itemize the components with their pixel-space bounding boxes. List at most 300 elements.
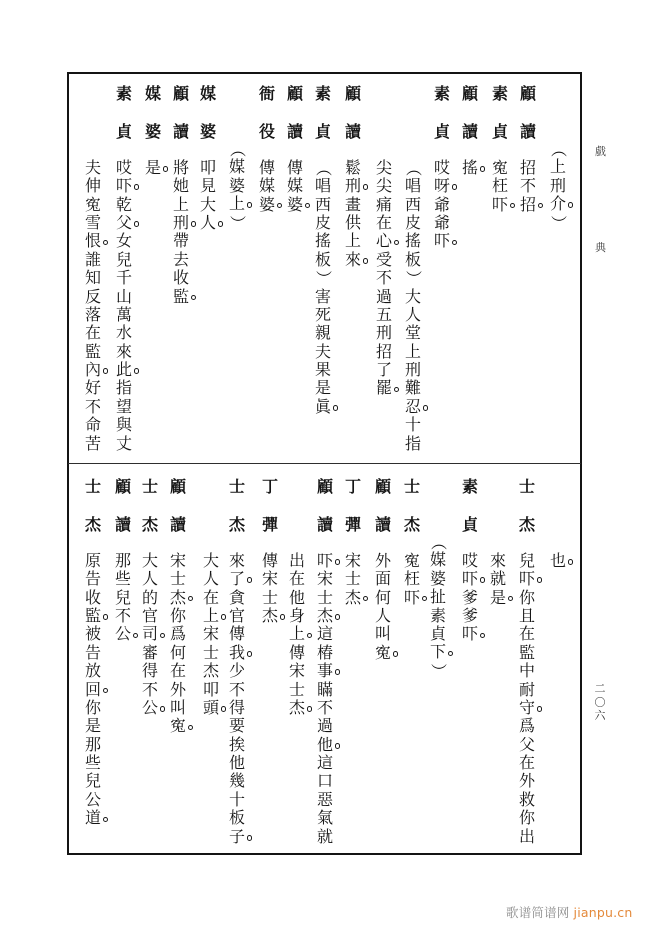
glyph: 素 <box>116 83 133 103</box>
glyph: 貞 <box>315 121 332 141</box>
glyph: 何 <box>375 587 392 607</box>
speaker-name <box>462 476 479 555</box>
glyph: 讀 <box>317 514 334 534</box>
glyph: 外 <box>170 679 187 699</box>
glyph: 人 <box>200 214 216 232</box>
glyph: 原 <box>85 550 102 570</box>
punctuation-circle <box>335 743 341 749</box>
glyph: 婆 <box>287 196 303 214</box>
glyph: 叩 <box>203 679 220 699</box>
line-text <box>259 159 275 214</box>
stage-direction-text <box>228 140 248 232</box>
glyph: 我 <box>229 644 245 662</box>
glyph: 顧 <box>345 83 362 103</box>
glyph: 去 <box>173 249 190 269</box>
script-line <box>116 72 132 462</box>
glyph: 皮 <box>315 212 332 232</box>
punctuation-circle <box>103 240 109 246</box>
glyph: 五 <box>376 304 393 324</box>
line-text <box>375 552 391 662</box>
script-line-continuation <box>490 465 506 855</box>
glyph: 讀 <box>173 121 190 141</box>
punctuation-circle <box>448 651 454 657</box>
punctuation-circle <box>537 706 543 712</box>
glyph: 過 <box>317 716 334 736</box>
speaker-name <box>462 83 479 162</box>
glyph: 素 <box>430 605 447 625</box>
glyph: 士 <box>203 642 220 662</box>
line-text <box>289 552 305 718</box>
glyph: 顧 <box>462 83 479 103</box>
glyph: 監 <box>519 642 536 662</box>
glyph: 供 <box>345 212 362 232</box>
glyph: 監 <box>173 288 189 306</box>
script-line <box>317 465 333 855</box>
punctuation-circle <box>538 203 544 209</box>
glyph: 了 <box>229 570 245 588</box>
glyph: 吓 <box>116 177 132 195</box>
glyph: 杰 <box>203 661 220 681</box>
glyph: 乾 <box>116 194 133 214</box>
glyph: 上 <box>173 194 190 214</box>
punctuation-circle <box>191 295 197 301</box>
running-header-lower: 典 <box>595 241 606 254</box>
glyph: 來 <box>116 341 133 361</box>
glyph: 那 <box>85 734 102 754</box>
glyph: 告 <box>85 569 102 589</box>
glyph: 刑 <box>173 214 189 232</box>
speaker-name <box>492 83 509 162</box>
line-text <box>490 552 506 607</box>
script-line-continuation <box>376 72 392 462</box>
line-text <box>262 552 278 626</box>
glyph: 苦 <box>85 433 102 453</box>
line-text <box>462 159 478 177</box>
glyph: 畫 <box>345 194 362 214</box>
glyph: 板 <box>229 808 246 828</box>
glyph: 口 <box>317 771 334 791</box>
punctuation-circle <box>307 633 313 639</box>
punctuation-circle <box>335 614 341 620</box>
glyph: 且 <box>519 605 536 625</box>
glyph: 水 <box>116 323 133 343</box>
glyph: 士 <box>142 476 159 496</box>
glyph: 回 <box>85 681 101 699</box>
line-text <box>345 552 361 607</box>
punctuation-circle <box>452 240 458 246</box>
glyph: 收 <box>85 587 102 607</box>
line-text <box>145 159 161 177</box>
speaker-name <box>519 476 536 555</box>
glyph: 扯 <box>430 587 447 607</box>
glyph: 外 <box>375 550 392 570</box>
glyph: 十 <box>405 415 422 435</box>
glyph: 上 <box>550 157 567 177</box>
glyph: 搖 <box>315 231 332 251</box>
glyph: 公 <box>142 699 158 717</box>
glyph: 被 <box>85 624 102 644</box>
speaker-name <box>115 476 132 555</box>
script-line <box>434 72 450 462</box>
line-text <box>492 159 508 214</box>
glyph: 素 <box>492 83 509 103</box>
glyph: 內 <box>85 361 101 379</box>
punctuation-circle <box>480 633 486 639</box>
line-text <box>314 159 334 416</box>
script-line <box>85 465 101 855</box>
glyph: 官 <box>142 605 159 625</box>
glyph: 板 <box>315 249 332 269</box>
glyph: 杰 <box>317 607 333 625</box>
script-line-continuation <box>550 465 566 855</box>
punctuation-circle <box>480 166 486 172</box>
glyph: 審 <box>142 642 159 662</box>
punctuation-circle <box>452 184 458 190</box>
glyph: 哎 <box>116 157 133 177</box>
glyph: 頭 <box>203 699 219 717</box>
glyph: ） <box>549 214 569 231</box>
line-text <box>317 552 333 846</box>
glyph: 讀 <box>287 121 304 141</box>
script-line <box>142 465 158 855</box>
script-line <box>229 465 245 855</box>
glyph: 傳 <box>287 157 304 177</box>
speaker-name <box>229 476 246 555</box>
glyph: 士 <box>519 476 536 496</box>
glyph: 士 <box>85 476 102 496</box>
glyph: 刑 <box>550 175 567 195</box>
glyph: 哎 <box>434 157 451 177</box>
glyph: 山 <box>116 286 133 306</box>
glyph: 搖 <box>405 231 422 251</box>
punctuation-circle <box>510 203 516 209</box>
glyph: 役 <box>259 121 276 141</box>
glyph: 道 <box>85 809 101 827</box>
glyph: 彈 <box>345 514 362 534</box>
glyph: 夫 <box>85 157 102 177</box>
glyph: 尖 <box>376 157 393 177</box>
speaker-name <box>170 476 187 555</box>
lower-register <box>0 465 655 855</box>
glyph: 宋 <box>345 550 362 570</box>
glyph: 吓 <box>492 196 508 214</box>
glyph: 媒 <box>200 83 217 103</box>
punctuation-circle <box>363 184 369 190</box>
glyph: 不 <box>317 697 334 717</box>
line-text <box>115 552 131 644</box>
glyph: 幾 <box>229 771 246 791</box>
glyph: 女 <box>116 231 133 251</box>
punctuation-circle <box>393 651 399 657</box>
script-line <box>462 465 478 855</box>
glyph: 不 <box>142 679 159 699</box>
line-text <box>434 159 450 251</box>
punctuation-circle <box>333 405 339 411</box>
speaker-name <box>116 83 133 162</box>
glyph: 刑 <box>405 360 422 380</box>
punctuation-circle <box>103 817 109 823</box>
glyph: 貞 <box>430 623 447 643</box>
punctuation-circle <box>103 614 109 620</box>
glyph: 他 <box>229 753 246 773</box>
punctuation-circle <box>423 405 429 411</box>
punctuation-circle <box>188 596 194 602</box>
glyph: 顧 <box>170 476 187 496</box>
glyph: 那 <box>115 550 132 570</box>
glyph: 的 <box>142 587 159 607</box>
script-line <box>345 465 361 855</box>
glyph: 素 <box>434 83 451 103</box>
glyph: 你 <box>519 587 536 607</box>
punctuation-circle <box>394 240 400 246</box>
speaker-name <box>145 83 162 162</box>
punctuation-circle <box>103 368 109 374</box>
glyph: 不 <box>115 605 132 625</box>
glyph: 寃 <box>404 550 421 570</box>
punctuation-circle <box>221 706 227 712</box>
glyph: 吓 <box>404 589 420 607</box>
glyph: 大 <box>142 550 159 570</box>
punctuation-circle <box>568 559 574 565</box>
glyph: 讀 <box>462 121 479 141</box>
speaker-name <box>200 83 217 162</box>
glyph: 害 <box>315 286 332 306</box>
glyph: 公 <box>115 625 131 643</box>
glyph: 讀 <box>170 514 187 534</box>
line-text <box>519 552 535 846</box>
glyph: 監 <box>85 607 101 625</box>
glyph: 爲 <box>519 716 536 736</box>
glyph: 杰 <box>262 607 278 625</box>
glyph: 得 <box>229 697 246 717</box>
glyph: 招 <box>376 341 393 361</box>
punctuation-circle <box>218 221 224 227</box>
glyph: 公 <box>85 789 102 809</box>
glyph: 來 <box>490 550 507 570</box>
glyph: 杰 <box>170 589 186 607</box>
speaker-name <box>85 476 102 555</box>
glyph: 在 <box>203 587 220 607</box>
punctuation-circle <box>134 184 140 190</box>
glyph: 堂 <box>405 323 422 343</box>
glyph: 大 <box>405 286 422 306</box>
punctuation-circle <box>163 166 169 172</box>
glyph: 讀 <box>115 514 132 534</box>
glyph: 是 <box>490 589 506 607</box>
glyph: 人 <box>142 569 159 589</box>
glyph: 哎 <box>462 550 479 570</box>
glyph: 枉 <box>404 569 421 589</box>
glyph: 上 <box>203 607 219 625</box>
glyph: 人 <box>203 569 220 589</box>
glyph: 就 <box>317 826 334 846</box>
glyph: 杰 <box>289 699 305 717</box>
glyph: 過 <box>376 286 393 306</box>
glyph: 受 <box>376 249 393 269</box>
glyph: 寃 <box>170 717 186 735</box>
glyph: （ <box>549 141 569 158</box>
glyph: 眞 <box>315 398 331 416</box>
punctuation-circle <box>508 596 514 602</box>
glyph: 吓 <box>434 232 450 250</box>
watermark-site-name: 歌谱简谱网 <box>506 905 570 920</box>
upper-register <box>0 72 655 462</box>
line-text <box>520 159 536 214</box>
glyph: 些 <box>85 753 102 773</box>
glyph: 婆 <box>259 196 275 214</box>
script-line <box>287 72 303 462</box>
line-text <box>404 159 424 453</box>
punctuation-circle <box>134 368 140 374</box>
line-text <box>376 159 392 398</box>
glyph: 顧 <box>520 83 537 103</box>
glyph: 板 <box>405 249 422 269</box>
glyph: 士 <box>170 569 187 589</box>
glyph: 在 <box>85 323 102 343</box>
glyph: 痛 <box>376 194 393 214</box>
glyph: 父 <box>116 214 132 232</box>
glyph: 二 <box>594 682 606 695</box>
glyph: 顧 <box>115 476 132 496</box>
glyph: 果 <box>315 360 332 380</box>
script-line <box>170 465 186 855</box>
glyph: 挨 <box>229 734 246 754</box>
punctuation-circle <box>480 577 486 583</box>
line-text <box>170 552 186 736</box>
glyph: 尖 <box>376 176 393 196</box>
glyph: 椿 <box>317 642 334 662</box>
glyph: 這 <box>317 624 334 644</box>
glyph: 落 <box>85 304 102 324</box>
line-text <box>142 552 158 718</box>
glyph: 何 <box>170 642 187 662</box>
glyph: 上 <box>345 231 362 251</box>
glyph: 見 <box>200 176 217 196</box>
punctuation-circle <box>103 688 109 694</box>
punctuation-circle <box>363 258 369 264</box>
glyph: 也 <box>550 552 566 570</box>
punctuation-circle <box>335 559 341 565</box>
glyph: 爹 <box>462 605 479 625</box>
glyph: 婆 <box>229 175 246 195</box>
watermark-domain: jianpu.cn <box>573 905 633 920</box>
glyph: 萬 <box>116 304 133 324</box>
site-watermark <box>506 903 632 921</box>
glyph: 傳 <box>229 624 246 644</box>
glyph: 上 <box>229 195 245 213</box>
punctuation-circle <box>247 577 253 583</box>
stage-direction-text <box>549 140 569 232</box>
line-text <box>200 159 216 233</box>
glyph: 不 <box>229 679 246 699</box>
glyph: 顧 <box>317 476 334 496</box>
glyph: 宋 <box>170 550 187 570</box>
glyph: 父 <box>519 734 536 754</box>
script-line <box>345 72 361 462</box>
speaker-name <box>315 83 332 162</box>
stage-direction <box>429 465 449 855</box>
glyph: 吓 <box>462 570 478 588</box>
glyph: （ <box>404 159 424 177</box>
punctuation-circle <box>280 614 286 620</box>
glyph: 吓 <box>462 625 478 643</box>
line-text <box>462 552 478 644</box>
punctuation-circle <box>394 387 400 393</box>
glyph: 伸 <box>85 176 102 196</box>
glyph: 士 <box>289 679 306 699</box>
script-line-continuation <box>85 72 101 462</box>
line-text <box>287 159 303 214</box>
script-line <box>519 465 535 855</box>
line-text <box>345 159 361 269</box>
glyph: 守 <box>519 699 535 717</box>
glyph: 官 <box>229 605 246 625</box>
punctuation-circle <box>307 706 313 712</box>
glyph: 雪 <box>85 212 102 232</box>
glyph: 婆 <box>200 121 217 141</box>
glyph: 面 <box>375 569 392 589</box>
glyph: 唱 <box>405 176 422 196</box>
glyph: 她 <box>173 176 190 196</box>
punctuation-circle <box>363 596 369 602</box>
stage-direction-text <box>429 533 449 680</box>
glyph: 出 <box>289 550 306 570</box>
glyph: 氣 <box>317 808 334 828</box>
glyph: 讀 <box>520 121 537 141</box>
punctuation-circle <box>277 203 283 209</box>
glyph: 這 <box>317 753 334 773</box>
glyph: 爺 <box>434 212 451 232</box>
glyph: 耐 <box>519 679 536 699</box>
speaker-name <box>142 476 159 555</box>
glyph: 兒 <box>519 550 536 570</box>
glyph: 是 <box>315 378 332 398</box>
glyph: 他 <box>317 736 333 754</box>
glyph: 宋 <box>317 569 334 589</box>
glyph: 刑 <box>376 323 393 343</box>
punctuation-circle <box>305 203 311 209</box>
punctuation-circle <box>247 835 253 841</box>
glyph: 在 <box>376 212 393 232</box>
script-line <box>200 72 216 462</box>
line-text <box>404 552 420 607</box>
glyph: 貞 <box>492 121 509 141</box>
glyph: ） <box>429 662 449 679</box>
glyph: 媒 <box>145 83 162 103</box>
glyph: 媒 <box>229 157 246 177</box>
punctuation-circle <box>134 221 140 227</box>
glyph: 婆 <box>145 121 162 141</box>
glyph: 千 <box>116 268 133 288</box>
stage-direction <box>228 72 248 462</box>
glyph: 刑 <box>345 177 361 195</box>
glyph: 心 <box>376 232 392 250</box>
glyph: 貞 <box>434 121 451 141</box>
speaker-name <box>345 83 362 162</box>
glyph: 難 <box>405 378 422 398</box>
punctuation-circle <box>537 577 543 583</box>
glyph: 顧 <box>287 83 304 103</box>
punctuation-circle <box>422 596 428 602</box>
speaker-name <box>404 476 421 555</box>
glyph: 丁 <box>262 476 279 496</box>
glyph: 此 <box>116 361 132 379</box>
glyph: 事 <box>317 662 333 680</box>
glyph: 杰 <box>519 514 536 534</box>
glyph: 素 <box>315 83 332 103</box>
speaker-name <box>262 476 279 555</box>
punctuation-circle <box>191 221 197 227</box>
